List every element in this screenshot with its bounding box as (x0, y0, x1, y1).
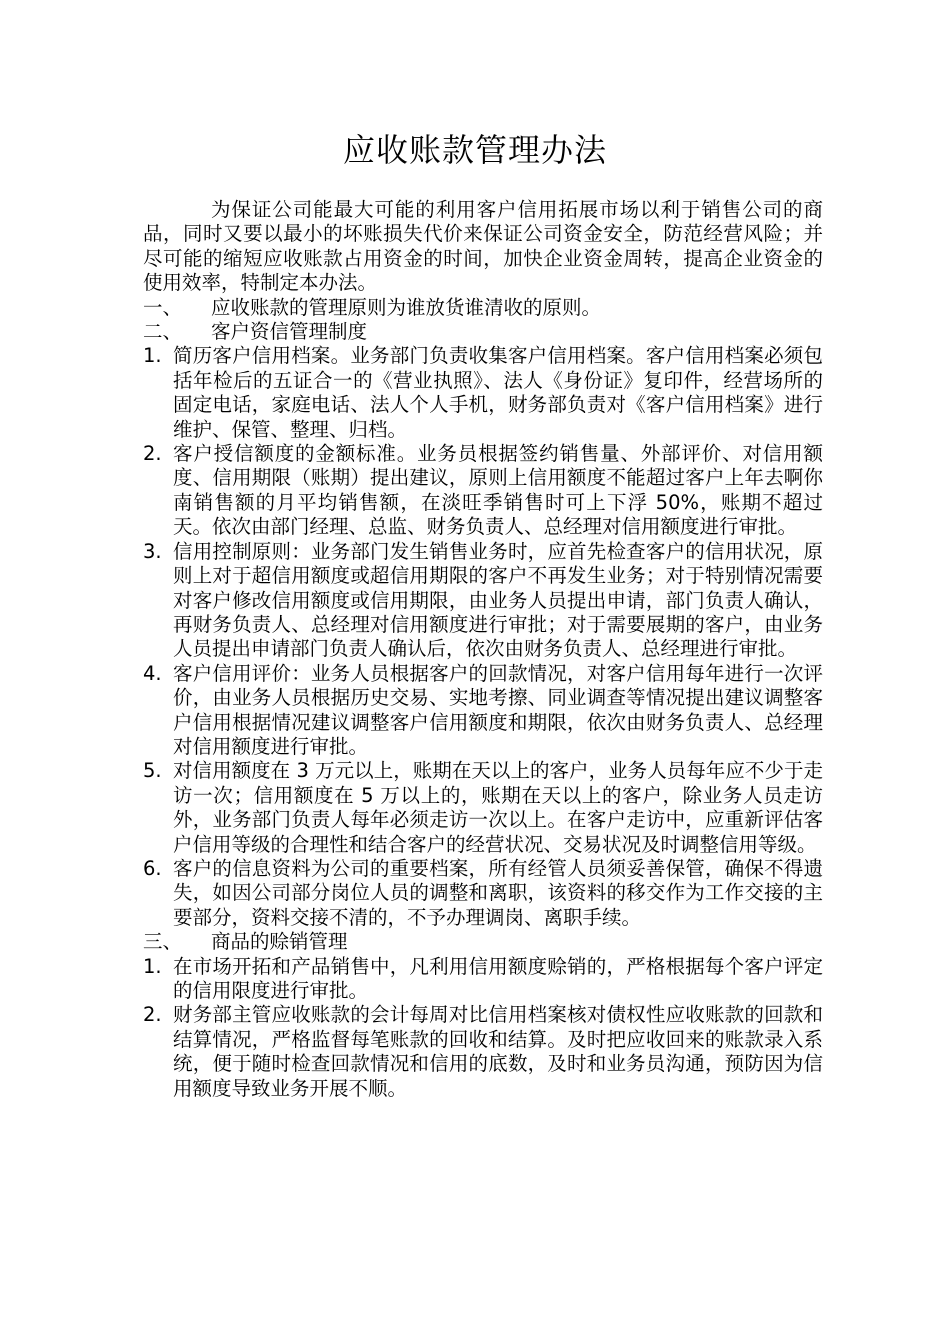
section-title: 商品的赊销管理 (211, 930, 348, 954)
section-heading-3 (143, 930, 823, 954)
list-item (143, 662, 823, 760)
list-item-number: 2. (143, 442, 162, 466)
list-item-text: 客户信用评价：业务人员根据客户的回款情况，对客户信用每年进行一次评价，由业务人员根据历史交易、实地考擦、同业调查等情况提出建议调整客户信用根据情况建议调整客户信用额度和期限，依次由财务负责人、总经理对信用额度进行审批。 (173, 661, 823, 758)
list-item-number: 1. (143, 954, 162, 978)
list-item-number: 5. (143, 759, 162, 783)
section-heading-2 (143, 320, 823, 344)
list-item-text: 简历客户信用档案。业务部门负责收集客户信用档案。客户信用档案必须包括年检后的五证合一的《营业执照》、法人《身份证》复印件，经营场所的固定电话，家庭电话、法人个人手机，财务部负责对《客户信用档案》进行维护、保管、整理、归档。 (173, 344, 823, 441)
list-item-text: 客户授信额度的金额标准。业务员根据签约销售量、外部评价、对信用额度、信用期限（账期）提出建议，原则上信用额度不能超过客户上年去啊你南销售额的月平均销售额，在淡旺季销售时可上下浮 50%，账期不超过天。依次由部门经理、总监、财务负责人、总经理对信用额度进行审批。 (173, 442, 823, 539)
section-title: 应收账款的管理原则为谁放货谁清收的原则。 (211, 295, 602, 319)
list-item-text: 财务部主管应收账款的会计每周对比信用档案核对债权性应收账款的回款和结算情况，严格监督每笔账款的回收和结算。及时把应收回来的账款录入系统，便于随时检查回款情况和信用的底数，及时和业务员沟通，预防因为信用额度导致业务开展不顺。 (173, 1003, 823, 1100)
list-item-number: 1. (143, 344, 162, 368)
document-title: 应收账款管理办法 (342, 131, 607, 169)
section-number: 二、 (143, 320, 183, 344)
section-number: 三、 (143, 930, 183, 954)
list-item-text: 对信用额度在 3 万元以上，账期在天以上的客户，业务人员每年应不少于走访一次；信用额度在 5 万以上的，账期在天以上的客户，除业务人员走访外，业务部门负责人每年必须走访一次以上。在客户走访中，应重新评估客户信用等级的合理性和结合客户的经营状况、交易状况及时调整信用等级。 (173, 759, 823, 856)
list-item (143, 1003, 823, 1101)
list-item-text: 客户的信息资料为公司的重要档案，所有经管人员须妥善保管，确保不得遗失，如因公司部分岗位人员的调整和离职，该资料的移交作为工作交接的主要部分，资料交接不清的，不予办理调岗、离职手续。 (173, 856, 823, 929)
list-item-number: 4. (143, 661, 162, 685)
list-item (143, 857, 823, 930)
list-item (143, 344, 823, 442)
section-heading-1 (143, 296, 823, 320)
list-item-number: 3. (143, 539, 162, 563)
intro-paragraph: 为保证公司能最大可能的利用客户信用拓展市场以利于销售公司的商品，同时又要以最小的坏账损失代价来保证公司资金安全，防范经营风险；并尽可能的缩短应收账款占用资金的时间，加快企业资金周转，提高企业资金的使用效率，特制定本办法。 (143, 198, 823, 295)
list-item-number: 2. (143, 1003, 162, 1027)
section-number: 一、 (143, 295, 183, 319)
list-item (143, 955, 823, 1004)
list-item (143, 540, 823, 662)
list-item (143, 442, 823, 540)
list-item-text: 在市场开拓和产品销售中，凡利用信用额度赊销的，严格根据每个客户评定的信用限度进行审批。 (173, 954, 823, 1002)
section-title: 客户资信管理制度 (211, 320, 368, 344)
list-item (143, 759, 823, 857)
document-body (143, 198, 823, 1101)
list-item-text: 信用控制原则：业务部门发生销售业务时，应首先检查客户的信用状况，原则上对于超信用额度或超信用期限的客户不再发生业务；对于特别情况需要对客户修改信用额度或信用期限，由业务人员提出申请，部门负责人确认，再财务负责人、总经理对信用额度进行审批；对于需要展期的客户，由业务人员提出申请部门负责人确认后，依次由财务负责人、总经理进行审批。 (173, 539, 823, 661)
list-item-number: 6. (143, 856, 162, 880)
